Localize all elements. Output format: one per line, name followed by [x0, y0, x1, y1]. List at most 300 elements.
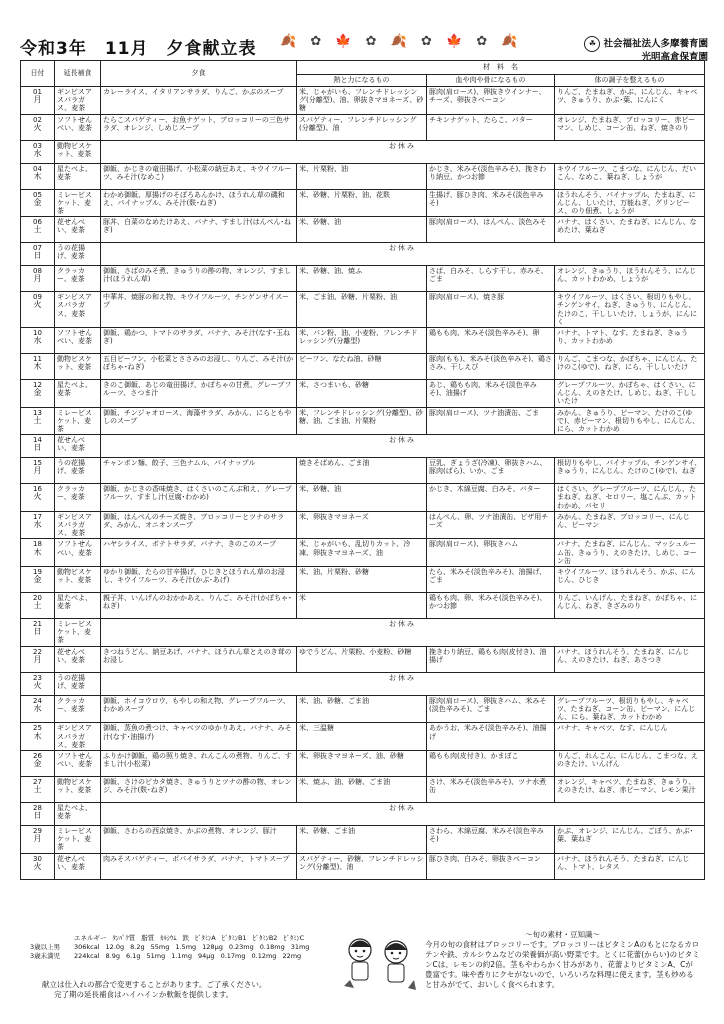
dinner-cell: 御飯、さわらの西京焼き、かぶの煮物、オレンジ、豚汁 [101, 825, 297, 853]
snack-cell: うの花揚げ、麦茶 [55, 243, 101, 266]
day-cell [21, 243, 55, 266]
nutrition-header-cell: ﾋﾞﾀﾐﾝC [283, 934, 305, 942]
day-of-week: 木 [33, 362, 42, 372]
day-of-week: 月 [33, 95, 42, 105]
dinner-cell: わかめ御飯、厚揚げのそぼろあんかけ、ほうれん草の磯和え、パイナップル、みそ汁(麩･ねぎ) [101, 189, 297, 217]
closed-label: お休み [101, 140, 705, 163]
menu-row [21, 435, 705, 458]
closed-label: お休み [101, 802, 705, 825]
nutrition-header-cell: ﾋﾞﾀﾐﾝB2 [252, 934, 278, 942]
nutrition-row-label: 3歳未満児 [30, 952, 61, 960]
nutrition-value: 22mg [282, 952, 302, 960]
snack-cell: うの花揚げ、麦茶 [55, 458, 101, 484]
menu-row [21, 539, 705, 567]
day-cell [21, 484, 55, 512]
day-cell [21, 87, 55, 115]
day-cell [21, 776, 55, 802]
energy-cell: 米、砂糖、片栗粉、油、花麩 [297, 189, 427, 217]
day-cell [21, 189, 55, 217]
dinner-cell: 御飯、チンジャオロース、海藻サラダ、みかん、にらともやしのスープ [101, 407, 297, 435]
body-cell: オレンジ、きゅうり、ほうれんそう、にんじん、カットわかめ、しょうが [555, 266, 705, 292]
dinner-cell: 御飯、蒸魚の煮つけ、キャベツのゆかりあえ、バナナ、みそ汁(なす･油揚げ) [101, 723, 297, 751]
body-cell: 根切りもやし、パイナップル、チンゲンサイ、きゅうり、にんじん、たけのこ(ゆで)、ねぎ [555, 458, 705, 484]
nutrition-value: 306kcal [74, 943, 100, 951]
day-cell [21, 266, 55, 292]
day-of-week: 土 [33, 225, 42, 235]
energy-cell: 米、油、片栗粉、砂糖 [297, 567, 427, 593]
day-number: 29 [33, 826, 42, 835]
day-number: 04 [33, 164, 42, 173]
blood-cell: 豆乳、ぎょうざ(冷凍)、卵抜きハム、豚肉(ばら)、いか、ごま [427, 458, 555, 484]
leaf-decoration-icon: 🍂 ✿ 🍁 ✿ 🍂 ✿ 🍁 ✿ 🍂 [280, 34, 523, 49]
blood-cell: はんぺん、卵、ツナ油漬缶、ピザ用チーズ [427, 511, 555, 539]
energy-cell: 米、油、砂糖、ごま油 [297, 695, 427, 723]
snack-cell: クラッカー、麦茶 [55, 695, 101, 723]
snack-cell: クラッカー、麦茶 [55, 484, 101, 512]
day-cell [21, 380, 55, 408]
nutrition-value: 12.0g [105, 943, 125, 951]
day-of-week: 日 [33, 627, 42, 637]
day-cell [21, 292, 55, 328]
dinner-cell: 中華丼、焼豚の和え物、キウイフルーツ、チンゲンサイスープ [101, 292, 297, 328]
day-of-week: 木 [33, 547, 42, 557]
snack-cell: 動物ビスケット、麦茶 [55, 140, 101, 163]
menu-row [21, 328, 705, 354]
day-cell [21, 407, 55, 435]
body-cell: キウイフルーツ、ほうれんそう、かぶ、にんじん、ひじき [555, 567, 705, 593]
dinner-cell: 御飯、はんぺんのチーズ焼き、ブロッコリーとツナのサラダ、みかん、オニオンスープ [101, 511, 297, 539]
day-cell [21, 163, 55, 189]
blood-cell: 豚ひき肉、白みそ、卵抜きベーコン [427, 853, 555, 879]
body-cell: オレンジ、たまねぎ、ブロッコリー、赤ピーマン、しめじ、コーン缶、ねぎ、焼きのり [555, 114, 705, 140]
day-of-week: 木 [33, 731, 42, 741]
menu-row [21, 243, 705, 266]
day-number: 13 [33, 408, 42, 417]
dinner-cell: ハヤシライス、ポテトサラダ、バナナ、きのこのスープ [101, 539, 297, 567]
body-cell: みかん、きゅうり、ピーマン、たけのこ(ゆで)、赤ピーマン、根切りもやし、にんじん、にら、カットわかめ [555, 407, 705, 435]
blood-cell: 生揚げ、豚ひき肉、米みそ(淡色辛みそ) [427, 189, 555, 217]
day-cell [21, 802, 55, 825]
energy-cell: ゆでうどん、片栗粉、小麦粉、砂糖 [297, 646, 427, 672]
day-number: 11 [33, 355, 42, 364]
nutrition-value: 51mg [146, 952, 166, 960]
snack-cell: ギンビスアスパラガス、麦茶 [55, 511, 101, 539]
nutrition-value: 31mg [290, 943, 310, 951]
blood-cell: 鶏もも肉、米みそ(淡色辛みそ)、卵 [427, 328, 555, 354]
menu-row [21, 217, 705, 243]
menu-row [21, 750, 705, 776]
snack-cell: 花せんべい、麦茶 [55, 646, 101, 672]
snack-cell: ミレービスケット、麦茶 [55, 619, 101, 647]
day-cell [21, 567, 55, 593]
nutrition-header-cell: ﾋﾞﾀﾐﾝA [195, 934, 216, 942]
notes [42, 980, 266, 1000]
body-cell: みかん、たまねぎ、ブロッコリー、にんじん、ピーマン [555, 511, 705, 539]
day-number: 07 [33, 244, 42, 253]
body-cell: りんご、たまねぎ、かぶ、にんじん、キャベツ、きゅうり、かぶ･葉、にんにく [555, 87, 705, 115]
blood-cell: 豚肉(もも)、米みそ(淡色辛みそ)、鶏ささみ、干しえび [427, 354, 555, 380]
body-cell: キウイフルーツ、はくさい、根切りもやし、チンゲンサイ、ねぎ、きゅうり、にんじん、たけのこ、干ししいたけ、しょうが、にんにく [555, 292, 705, 328]
snack-cell: ソフトせんべい、麦茶 [55, 114, 101, 140]
nutrition-value: 94μg [198, 952, 215, 960]
day-number: 02 [33, 115, 42, 124]
day-of-week: 月 [33, 466, 42, 476]
nutrition-value: 0.23mg [228, 943, 254, 951]
nutrition-row-label: 3歳以上男 [30, 943, 61, 951]
menu-row [21, 511, 705, 539]
snack-cell: ギンビスアスパラガス、麦茶 [55, 292, 101, 328]
energy-cell: 米、さつまいも、砂糖 [297, 380, 427, 408]
nutrition-value: 8.2g [130, 943, 145, 951]
nutrition-value: 0.12mg [251, 952, 277, 960]
body-cell: バナナ、トマト、なす、たまねぎ、きゅうり、カットわかめ [555, 328, 705, 354]
snack-cell: 星たべよ、麦茶 [55, 163, 101, 189]
day-number: 08 [33, 267, 42, 276]
day-number: 21 [33, 620, 42, 629]
org-line1: 社会福祉法人多摩養育園 [603, 38, 708, 50]
day-cell [21, 723, 55, 751]
seasonal-info [425, 930, 700, 990]
nutrition-header-cell: ﾀﾝﾊﾟｸ質 [112, 934, 136, 942]
energy-cell: スパゲティー、砂糖、フレンチドレッシング(分離型)、油 [297, 853, 427, 879]
day-of-week: 火 [33, 492, 42, 502]
day-of-week: 水 [33, 703, 42, 713]
day-cell [21, 539, 55, 567]
nutrition-header-cell: 脂質 [141, 934, 155, 942]
energy-cell: 米、砂糖、油 [297, 217, 427, 243]
day-of-week: 金 [33, 197, 42, 207]
col-dinner: 夕食 [101, 61, 297, 87]
energy-cell: 米、砂糖、ごま油 [297, 825, 427, 853]
menu-row [21, 825, 705, 853]
closed-label: お休み [101, 243, 705, 266]
blood-cell: 豚肉(肩ロース)、卵抜きハム [427, 539, 555, 567]
snack-cell: うの花揚げ、麦茶 [55, 672, 101, 695]
day-of-week: 木 [33, 171, 42, 181]
day-cell [21, 328, 55, 354]
blood-cell: あかうお、米みそ(淡色辛みそ)、油揚げ [427, 723, 555, 751]
closed-label: お休み [101, 435, 705, 458]
dinner-cell: ふりかけ御飯、鶏の照り焼き、れんこんの煮物、りんご、すまし汁(小松菜) [101, 750, 297, 776]
body-cell: グレープフルーツ、根切りもやし、キャベツ、たまねぎ、コーン缶、ピーマン、にんじん、にら、葉ねぎ、カットわかめ [555, 695, 705, 723]
col-ingredients: 材 料 名 [297, 61, 705, 75]
day-number: 30 [33, 854, 42, 863]
energy-cell: 米、三温糖 [297, 723, 427, 751]
day-cell [21, 435, 55, 458]
day-of-week: 日 [33, 443, 42, 453]
dinner-cell: ゆかり御飯、たらの甘辛揚げ、ひじきとほうれん草のお浸し、キウイフルーツ、みそ汁(かぶ･あげ) [101, 567, 297, 593]
day-number: 10 [33, 329, 42, 338]
menu-row [21, 802, 705, 825]
day-number: 15 [33, 459, 42, 468]
day-number: 12 [33, 381, 42, 390]
dinner-cell: 御飯、鶏かつ、トマトのサラダ、バナナ、みそ汁(なす･玉ねぎ) [101, 328, 297, 354]
day-cell [21, 750, 55, 776]
blood-cell: 鶏もも肉(皮付き)、かまぼこ [427, 750, 555, 776]
blood-cell: さば、白みそ、しらす干し、赤みそ、ごま [427, 266, 555, 292]
nutrition-header-cell: ﾋﾞﾀﾐﾝB1 [221, 934, 247, 942]
day-cell [21, 646, 55, 672]
dinner-cell: 豚丼、白菜のなめたけあえ、バナナ、すまし汁(はんぺん･ねぎ) [101, 217, 297, 243]
nutrition-row [30, 943, 309, 952]
blood-cell: 豚肉(肩ロース)、卵抜きハム、米みそ(淡色辛みそ)、ごま [427, 695, 555, 723]
nutrition-value: 1.1mg [171, 952, 193, 960]
blood-cell: 豚肉(肩ロース)、はんぺん、淡色みそ [427, 217, 555, 243]
day-cell [21, 114, 55, 140]
day-cell [21, 853, 55, 879]
dinner-cell: 御飯、ホイコウロウ、もやしの和え物、グレープフルーツ、わかめスープ [101, 695, 297, 723]
nutrition-header-cell: エネルギー [74, 934, 107, 942]
day-cell [21, 593, 55, 619]
day-cell [21, 825, 55, 853]
body-cell: バナナ、ほうれんそう、たまねぎ、にんじん、えのきたけ、ねぎ、あさつき [555, 646, 705, 672]
day-cell [21, 458, 55, 484]
dinner-cell: 御飯、かじきの竜田揚げ、小松菜の納豆あえ、キウイフルーツ、みそ汁(なめこ) [101, 163, 297, 189]
menu-table [20, 60, 705, 880]
footer [20, 930, 704, 1020]
body-cell: ほうれんそう、パイナップル、たまねぎ、にんじん、しいたけ、万能ねぎ、グリンピース、のり佃煮、しょうが [555, 189, 705, 217]
day-number: 17 [33, 512, 42, 521]
col-snack: 延長補食 [55, 61, 101, 87]
note-line1: 献立は仕入れの都合で変更することがあります。ご了承ください。 [42, 980, 267, 989]
snack-cell: 動物ビスケット、麦茶 [55, 567, 101, 593]
menu-row [21, 87, 705, 115]
menu-row [21, 380, 705, 408]
day-of-week: 水 [33, 336, 42, 346]
nutrition-value: 0.17mg [220, 952, 246, 960]
dinner-cell: 親子丼、いんげんのおかかあえ、りんご、みそ汁(かぼちゃ･ねぎ) [101, 593, 297, 619]
nutrition-value: 224kcal [74, 952, 100, 960]
menu-row [21, 723, 705, 751]
menu-row [21, 646, 705, 672]
nutrition-header-cell: 鉄 [182, 934, 189, 942]
body-cell: グレープフルーツ、かぼちゃ、はくさい、にんじん、えのきたけ、しめじ、ねぎ、干ししいたけ [555, 380, 705, 408]
menu-row [21, 593, 705, 619]
day-number: 20 [33, 594, 42, 603]
nutrition-value: 1.5mg [175, 943, 197, 951]
blood-cell: 鶏もも肉、卵、米みそ(淡色辛みそ)、かつお節 [427, 593, 555, 619]
nutrition-row [30, 952, 309, 961]
menu-row [21, 354, 705, 380]
day-of-week: 日 [33, 251, 42, 261]
day-of-week: 金 [33, 388, 42, 398]
energy-cell: 米、じゃがいも、乱切りカット、冷凍、卵抜きマヨネーズ、油 [297, 539, 427, 567]
body-cell: バナナ、はくさい、たまねぎ、にんじん、なめたけ、葉ねぎ [555, 217, 705, 243]
menu-row [21, 458, 705, 484]
note-line2: 完了期の延長補食はハイハインか軟飯を提供します。 [54, 990, 234, 999]
day-number: 09 [33, 293, 42, 302]
day-cell [21, 140, 55, 163]
blood-cell: たら、米みそ(淡色辛みそ)、油揚げ、ごま [427, 567, 555, 593]
snack-cell: ギンビスアスパラガス、麦茶 [55, 723, 101, 751]
day-of-week: 日 [33, 811, 42, 821]
day-of-week: 月 [33, 834, 42, 844]
dinner-cell: チャンポン麺、餃子、三色ナムル、パイナップル [101, 458, 297, 484]
menu-row [21, 140, 705, 163]
dinner-cell: 御飯、かじきの香味焼き、はくさいのこんぶ和え、グレープフルーツ、すまし汁(豆腐･わかめ) [101, 484, 297, 512]
blood-cell: チキンナゲット、たらこ、バター [427, 114, 555, 140]
energy-cell: 米、焼ふ、油、砂糖、ごま油 [297, 776, 427, 802]
snack-cell: 動物ビスケット、麦茶 [55, 776, 101, 802]
nutrition-header [30, 934, 309, 943]
day-cell [21, 695, 55, 723]
blood-cell: 豚肉(肩ロース)、ツナ油漬缶、ごま [427, 407, 555, 435]
day-cell [21, 619, 55, 647]
snack-cell: 星たべよ、麦茶 [55, 802, 101, 825]
day-number: 22 [33, 647, 42, 656]
menu-body [21, 87, 705, 880]
energy-cell: 米、フレンチドレッシング(分離型)、砂糖、油、ごま油、片栗粉 [297, 407, 427, 435]
dinner-cell: たらこスパゲティー、お魚ナゲット、ブロッコリーの三色サラダ、オレンジ、しめじスープ [101, 114, 297, 140]
day-of-week: 月 [33, 274, 42, 284]
energy-cell: 米、パン粉、油、小麦粉、フレンチドレッシング(分離型) [297, 328, 427, 354]
day-of-week: 火 [33, 680, 42, 690]
dinner-cell: 肉みそスパゲティー、ポパイサラダ、バナナ、トマトスープ [101, 853, 297, 879]
dinner-cell: カレーライス、イタリアンサラダ、りんご、かぶのスープ [101, 87, 297, 115]
nutrition-value: 55mg [150, 943, 170, 951]
menu-row [21, 189, 705, 217]
menu-row [21, 567, 705, 593]
day-of-week: 火 [33, 861, 42, 871]
energy-cell: 米 [297, 593, 427, 619]
blood-cell: あじ、鶏もも肉、米みそ(淡色辛みそ)、油揚げ [427, 380, 555, 408]
dinner-cell: きのこ御飯、あじの竜田揚げ、かぼちゃの甘煮、グレープフルーツ、さつま汁 [101, 380, 297, 408]
nutrition-header-cell: ｶﾙｼｳﾑ [160, 934, 177, 942]
menu-row [21, 619, 705, 647]
snack-cell: 動物ビスケット、麦茶 [55, 354, 101, 380]
snack-cell: ギンビスアスパラガス、麦茶 [55, 87, 101, 115]
menu-row [21, 853, 705, 879]
day-cell [21, 354, 55, 380]
nutrition-value: 6.1g [126, 952, 141, 960]
body-cell: オレンジ、キャベツ、たまねぎ、きゅうり、えのきたけ、ねぎ、赤ピーマン、レモン果汁 [555, 776, 705, 802]
energy-cell: 米、卵抜きマヨネーズ、油、砂糖 [297, 750, 427, 776]
menu-row [21, 484, 705, 512]
col-date: 日付 [21, 61, 55, 87]
body-cell: バナナ、ほうれんそう、たまねぎ、にんじん、トマト、レタス [555, 853, 705, 879]
snack-cell: ミレービスケット、麦茶 [55, 825, 101, 853]
snack-cell: 星たべよ、麦茶 [55, 380, 101, 408]
day-of-week: 月 [33, 654, 42, 664]
day-of-week: 金 [33, 575, 42, 585]
snack-cell: 花せんべい、麦茶 [55, 435, 101, 458]
day-cell [21, 511, 55, 539]
day-number: 19 [33, 568, 42, 577]
closed-label: お休み [101, 672, 705, 695]
body-cell: りんご、れんこん、にんじん、こまつな、えのきたけ、いんげん [555, 750, 705, 776]
menu-row [21, 776, 705, 802]
menu-row [21, 163, 705, 189]
menu-row [21, 114, 705, 140]
snack-cell: 星たべよ、麦茶 [55, 593, 101, 619]
day-of-week: 火 [33, 300, 42, 310]
day-number: 18 [33, 540, 42, 549]
nutrition-value: 8.9g [105, 952, 121, 960]
day-number: 28 [33, 803, 42, 812]
energy-cell: 米、砂糖、油、焼ふ [297, 266, 427, 292]
nutrition-value: 128μg [202, 943, 223, 951]
day-of-week: 土 [33, 601, 42, 611]
nutrition-value: 0.18mg [259, 943, 285, 951]
seasonal-text: 今月の旬の食材はブロッコリーです。ブロッコリーはビタミンAのもとになるカロテンや鉄、カルシウムなどの栄養価が高い野菜です。とくに花蕾(からい)のビタミンCは、レモンの約2倍。茎もやわらかく甘みがあり、花蕾よりビタミンA、Cが豊富です。味や香りにクセがないので、いろいろな料理に使えます。茎も炒めると甘みがでて、おいしく食べられます。 [425, 940, 700, 989]
col-energy: 熱と力になるもの [297, 75, 427, 87]
blood-cell: かじき、米みそ(淡色辛みそ)、挽きわり納豆、かつお節 [427, 163, 555, 189]
body-cell: バナナ、たまねぎ、にんじん、マッシュルーム缶、きゅうり、えのきたけ、しめじ、コーン缶 [555, 539, 705, 567]
body-cell: りんご、こまつな、かぼちゃ、にんじん、たけのこ(ゆで)、ねぎ、にら、干ししいたけ [555, 354, 705, 380]
body-cell: はくさい、グレープフルーツ、にんじん、たまねぎ、ねぎ、セロリー、塩こんぶ、カットわかめ、パセリ [555, 484, 705, 512]
org-line2: 光明高倉保育園 [641, 52, 708, 63]
day-number: 24 [33, 696, 42, 705]
day-number: 14 [33, 436, 42, 445]
day-of-week: 金 [33, 759, 42, 769]
menu-row [21, 292, 705, 328]
closed-label: お休み [101, 619, 705, 647]
body-cell: かぶ、オレンジ、にんじん、ごぼう、かぶ･葉、葉ねぎ [555, 825, 705, 853]
day-number: 16 [33, 485, 42, 494]
nutrition-table [30, 934, 309, 961]
energy-cell: 米、じゃがいも、フレンチドレッシング(分離型)、油、卵抜きマヨネーズ、砂糖 [297, 87, 427, 115]
blood-cell: さけ、米みそ(淡色辛みそ)、ツナ水煮缶 [427, 776, 555, 802]
blood-cell: 豚肉(肩ロース)、卵抜きウインナー、チーズ、卵抜きベーコン [427, 87, 555, 115]
snack-cell: ソフトせんべい、麦茶 [55, 750, 101, 776]
snack-cell: ソフトせんべい、麦茶 [55, 328, 101, 354]
col-body: 体の調子を整えるもの [555, 75, 705, 87]
organization-logo-icon: ☘ [584, 36, 600, 52]
snack-cell: ミレービスケット、麦茶 [55, 407, 101, 435]
page-title: 令和3年 11月 夕食献立表 [20, 39, 257, 59]
snack-cell: ミレービスケット、麦茶 [55, 189, 101, 217]
day-number: 01 [33, 88, 42, 96]
day-number: 06 [33, 218, 42, 227]
energy-cell: スパゲティー、フレンチドレッシング(分離型)、油 [297, 114, 427, 140]
day-number: 03 [33, 141, 42, 150]
day-of-week: 水 [33, 148, 42, 158]
dinner-cell: きつねうどん、納豆あげ、バナナ、ほうれん草とえのき茸のお浸し [101, 646, 297, 672]
energy-cell: ビーフン、なたね油、砂糖 [297, 354, 427, 380]
seasonal-title: ～旬の素材・豆知識～ [525, 930, 600, 939]
snack-cell: 花せんべい、麦茶 [55, 217, 101, 243]
blood-cell: かじき、木綿豆腐、白みそ、バター [427, 484, 555, 512]
blood-cell: さわら、木綿豆腐、米みそ(淡色辛みそ) [427, 825, 555, 853]
snack-cell: クラッカー、麦茶 [55, 266, 101, 292]
body-cell: バナナ、キャベツ、なす、にんじん [555, 723, 705, 751]
body-cell: りんご、いんげん、たまねぎ、かぼちゃ、にんじん、ねぎ、きざみのり [555, 593, 705, 619]
dinner-cell: 五目ビーフン、小松菜とささみのお浸し、りんご、みそ汁(かぼちゃ･ねぎ) [101, 354, 297, 380]
menu-row [21, 266, 705, 292]
day-cell [21, 672, 55, 695]
dinner-cell: 御飯、さばのみそ煮、きゅうりの酢の物、オレンジ、すまし汁(ほうれん草) [101, 266, 297, 292]
energy-cell: 焼きそばめん、ごま油 [297, 458, 427, 484]
menu-row [21, 672, 705, 695]
day-number: 27 [33, 777, 42, 786]
energy-cell: 米、片栗粉、油 [297, 163, 427, 189]
day-number: 26 [33, 751, 42, 760]
blood-cell: 挽きわり納豆、鶏もも肉(皮付き)、油揚げ [427, 646, 555, 672]
snack-cell: 花せんべい、麦茶 [55, 853, 101, 879]
day-of-week: 土 [33, 785, 42, 795]
day-number: 23 [33, 673, 42, 682]
day-number: 05 [33, 190, 42, 199]
day-cell [21, 217, 55, 243]
day-of-week: 火 [33, 122, 42, 132]
day-of-week: 土 [33, 415, 42, 425]
snack-cell: ソフトせんべい、麦茶 [55, 539, 101, 567]
dinner-cell: 御飯、さけのピカタ焼き、きゅうりとツナの酢の物、オレンジ、みそ汁(麩･ねぎ) [101, 776, 297, 802]
energy-cell: 米、ごま油、砂糖、片栗粉、油 [297, 292, 427, 328]
day-of-week: 水 [33, 520, 42, 530]
children-illustration-icon [338, 930, 420, 994]
col-blood: 血や肉や骨になるもの [427, 75, 555, 87]
